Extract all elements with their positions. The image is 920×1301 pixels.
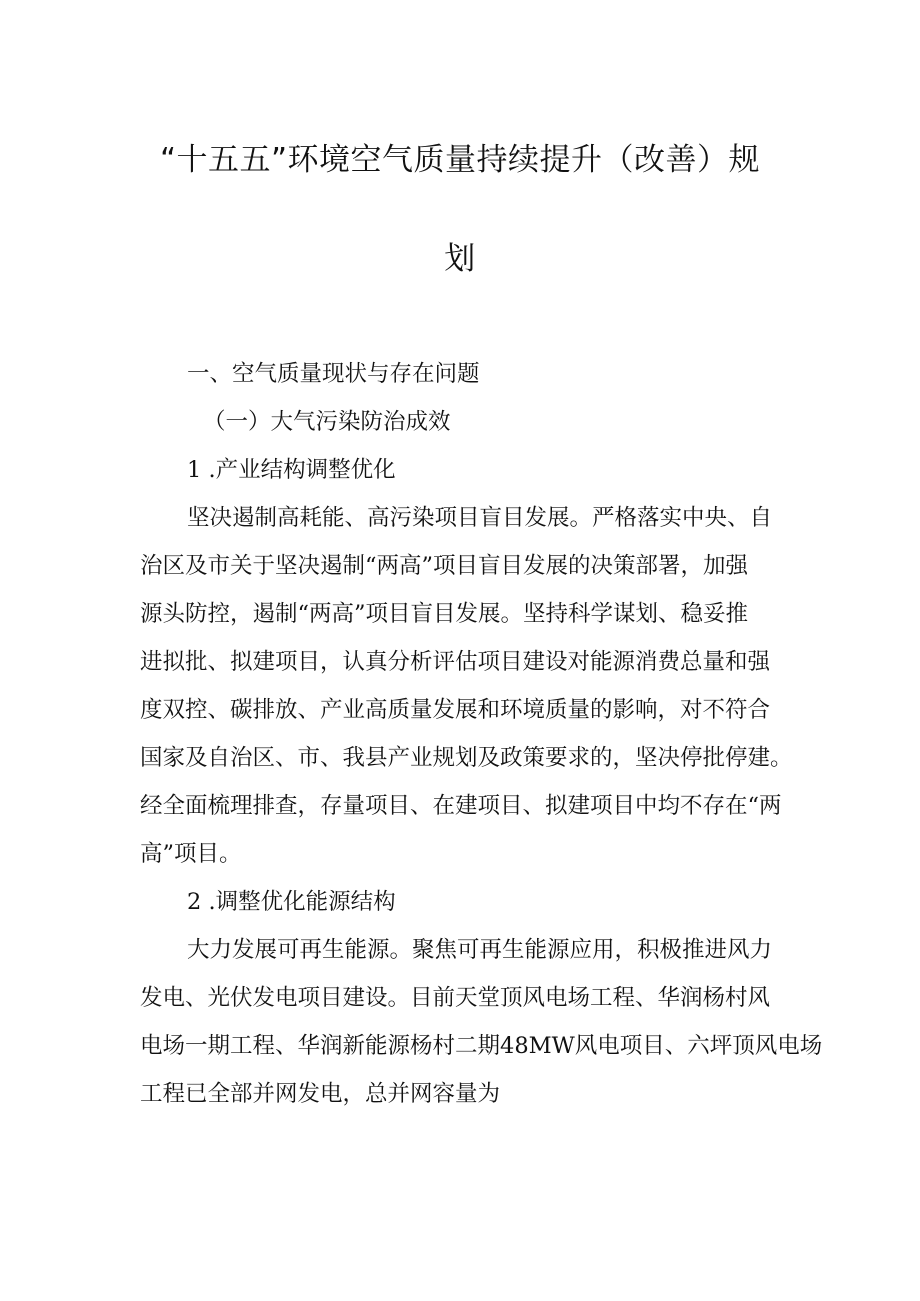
subsection-heading-1: （一）大气污染防治成效: [203, 409, 451, 435]
paragraph-1-line-7: 经全面梳理排查，存量项目、在建项目、拟建项目中均不存在“两: [140, 793, 782, 819]
paragraph-2-line-3: 电场一期工程、华润新能源杨村二期48MW风电项目、六坪顶风电场: [140, 1033, 823, 1059]
paragraph-1-line-3: 源头防控，遏制“两高”项目盲目发展。坚持科学谋划、稳妥推: [140, 601, 749, 627]
document-title-line-1: “十五五”环境空气质量持续提升（改善）规: [159, 142, 761, 178]
paragraph-1-line-2: 治区及市关于坚决遏制“两高”项目盲目发展的决策部署，加强: [140, 553, 749, 579]
item-heading-2: 2 .调整优化能源结构: [187, 889, 396, 915]
paragraph-2-line-1: 大力发展可再生能源。聚焦可再生能源应用，积极推进风力: [187, 937, 773, 963]
document-title-line-2: 划: [444, 241, 476, 277]
paragraph-1-line-6: 国家及自治区、市、我县产业规划及政策要求的，坚决停批停建。: [140, 745, 793, 771]
paragraph-1-line-8: 高”项目。: [140, 841, 242, 867]
item-heading-1: 1 .产业结构调整优化: [187, 457, 396, 483]
section-heading-1: 一、空气质量现状与存在问题: [187, 361, 480, 387]
paragraph-2-line-4: 工程已全部并网发电，总并网容量为: [140, 1081, 501, 1107]
paragraph-2-line-2: 发电、光伏发电项目建设。目前天堂顶风电场工程、华润杨村风: [140, 985, 771, 1011]
paragraph-1-line-5: 度双控、碳排放、产业高质量发展和环境质量的影响，对不符合: [140, 697, 771, 723]
paragraph-1-line-4: 进拟批、拟建项目，认真分析评估项目建设对能源消费总量和强: [140, 649, 771, 675]
paragraph-1-line-1: 坚决遏制高耗能、高污染项目盲目发展。严格落实中央、自: [187, 505, 773, 531]
